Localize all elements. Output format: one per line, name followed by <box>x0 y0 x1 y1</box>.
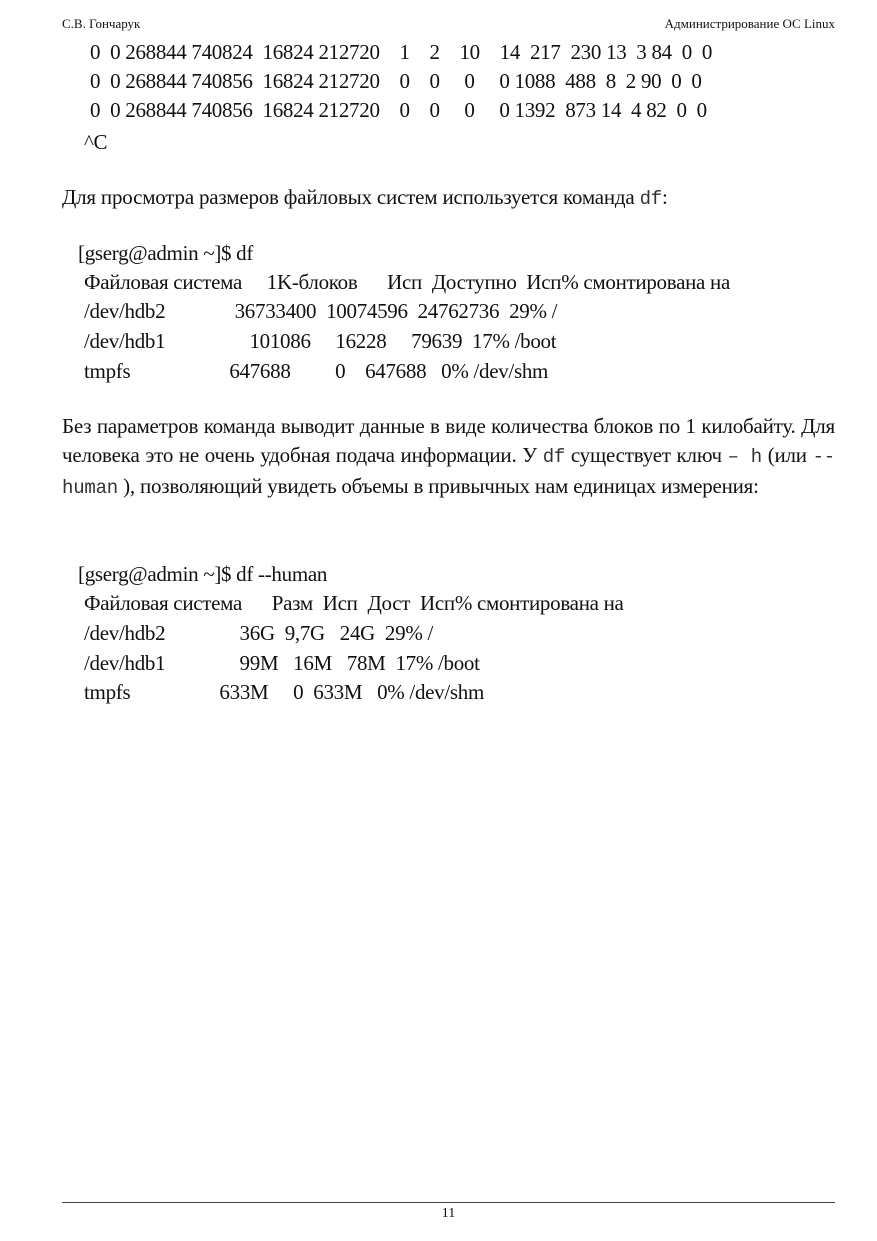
vmstat-line-text: 0 0 268844 740856 16824 212720 0 0 0 0 1088 488 8 2 90 0 0 <box>90 69 702 93</box>
page-number: 11 <box>441 1206 456 1221</box>
header-title: Администрирование ОС Linux <box>664 16 835 31</box>
df-row: /dev/hdb2 36733400 10074596 24762736 29% / <box>84 299 558 323</box>
df-row: tmpfs 647688 0 647688 0% /dev/shm <box>84 359 549 383</box>
vmstat-line-text: 0 0 268844 740856 16824 212720 0 0 0 0 1392 873 14 4 82 0 0 <box>90 98 707 122</box>
df-human-row: /dev/hdb2 36G 9,7G 24G 29% / <box>84 621 434 645</box>
df-row: /dev/hdb1 101086 16228 79639 17% /boot <box>84 329 557 353</box>
human-flag-code: -- human <box>62 446 835 499</box>
human-text-3: (или <box>761 443 813 467</box>
human-text-2: существует ключ <box>565 443 728 467</box>
df-human-row: /dev/hdb1 99M 16M 78M 17% /boot <box>84 651 480 675</box>
df-human-prompt: [gserg@admin ~]$ df --human <box>78 562 328 586</box>
intro-df-paragraph <box>62 183 835 214</box>
human-text-4: ), позволяющий увидеть объемы в привычных нам единицах измерения: <box>118 474 759 498</box>
interrupt-marker: ^C <box>84 130 108 154</box>
df-human-header: Файловая система Разм Исп Дост Исп% смонтирована на <box>84 591 624 615</box>
vmstat-line <box>62 95 835 125</box>
human-paragraph <box>62 412 835 503</box>
intro-df-text: Для просмотра размеров файловых систем используется команда <box>62 185 640 209</box>
vmstat-line <box>62 37 835 67</box>
footer-divider <box>62 1202 835 1203</box>
intro-df-colon: : <box>662 185 668 209</box>
df-command-code: df <box>542 446 566 468</box>
df-header-text: Файловая система 1K-блоков Исп Доступно Исп% смонтирована на <box>84 270 730 294</box>
df-prompt: [gserg@admin ~]$ df <box>78 241 254 265</box>
vmstat-line <box>62 66 835 96</box>
header-author: С.В. Гончарук <box>62 16 141 31</box>
df-header-row <box>62 267 835 297</box>
h-flag-code: – h <box>727 446 762 468</box>
df-command-code: df <box>639 188 662 210</box>
human-text-1: Без параметров команда выводит данные в виде количества блоков по 1 килобайту. Для человека это не очень удобная подача информации. У <box>62 414 835 467</box>
df-human-row: tmpfs 633M 0 633M 0% /dev/shm <box>84 680 485 704</box>
vmstat-line-text: 0 0 268844 740824 16824 212720 1 2 10 14 217 230 13 3 84 0 0 <box>90 40 713 64</box>
